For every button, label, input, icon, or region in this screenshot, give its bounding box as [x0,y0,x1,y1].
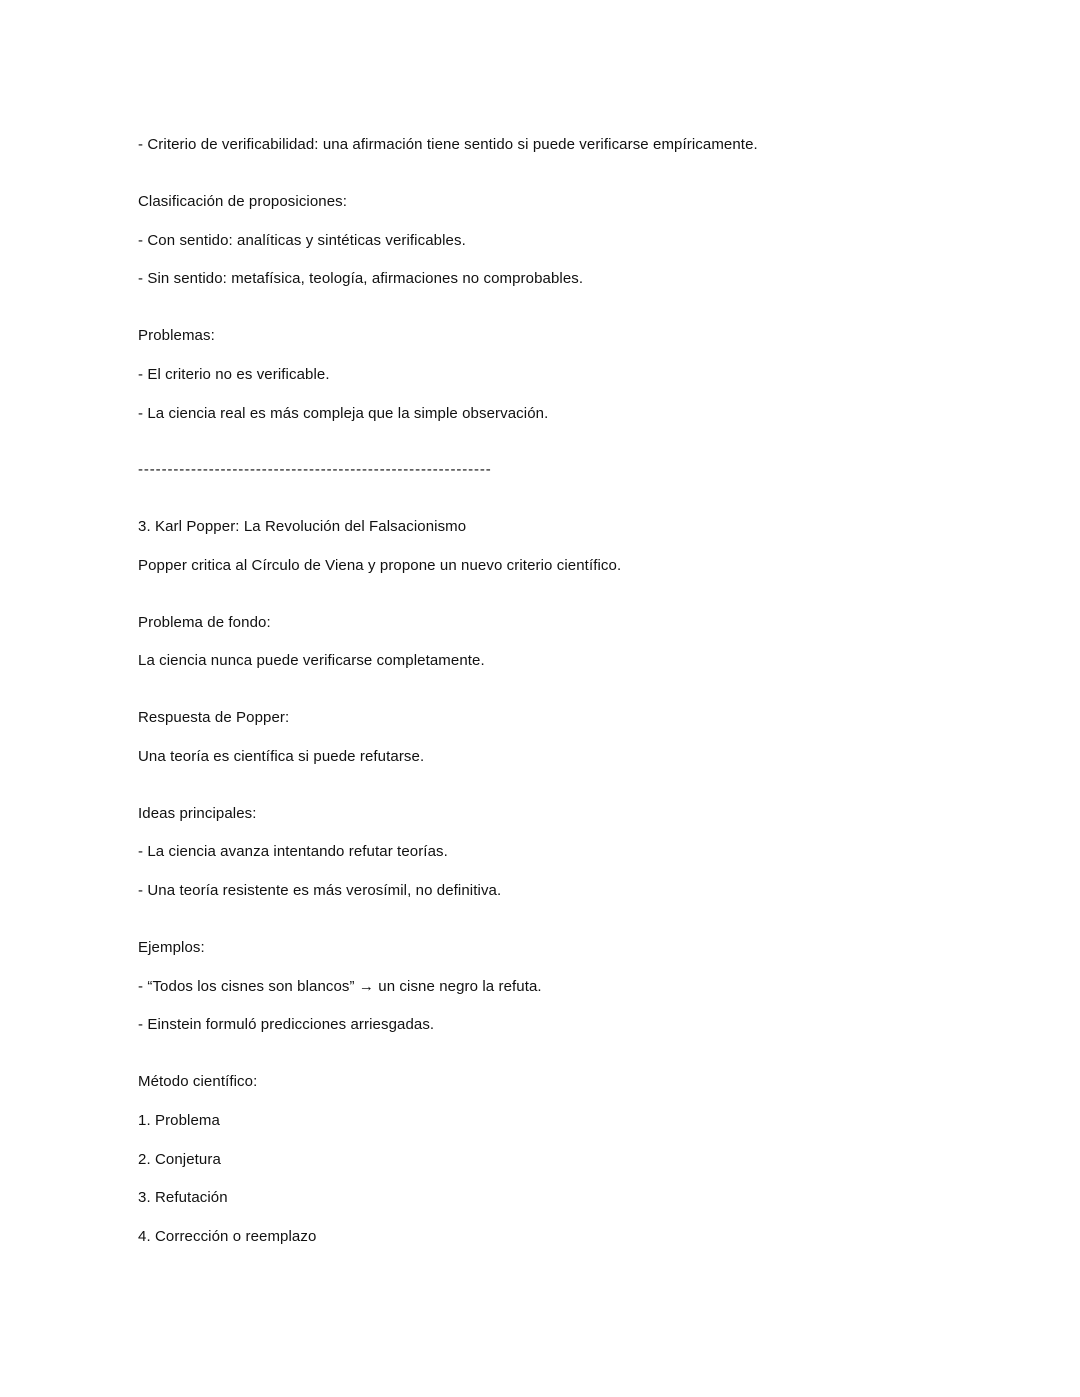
doc-line-einstein-predicciones: - Einstein formuló predicciones arriesgadas. [138,1016,435,1034]
doc-line-metodo-paso-4-correccion: 4. Corrección o reemplazo [138,1228,317,1245]
doc-line-con-sentido: - Con sentido: analíticas y sintéticas verificables. [138,231,466,249]
paragraph-group [138,1063,992,1257]
paragraph-group [138,126,992,165]
paragraph-group [138,317,992,433]
doc-line-metodo-paso-3-refutacion: 3. Refutación [138,1189,228,1207]
doc-line-teoria-cientifica-refutarse: Una teoría es científica si puede refutarse. [138,747,425,765]
paragraph-group [138,451,992,490]
doc-line-ciencia-avanza-refutar: - La ciencia avanza intentando refutar teorías. [138,843,448,861]
paragraph-group [138,604,992,682]
section-label-ejemplos: Ejemplos: [138,938,205,956]
paragraph-group [138,699,992,777]
doc-line-sin-sentido: - Sin sentido: metafísica, teología, afirmaciones no comprobables. [138,270,584,288]
section-label-respuesta-popper: Respuesta de Popper: [138,709,290,726]
paragraph-group [138,508,992,586]
doc-line-ciencia-nunca-verificarse: La ciencia nunca puede verificarse completamente. [138,652,485,670]
doc-line-cisnes-blancos: - “Todos los cisnes son blancos” → un cisne negro la refuta. [138,977,542,995]
doc-line-teoria-resistente-verosimil: - Una teoría resistente es más verosímil, no definitiva. [138,882,502,899]
section-label-problemas: Problemas: [138,327,215,344]
section-label-ideas-principales: Ideas principales: [138,804,257,822]
section-label-problema-de-fondo: Problema de fondo: [138,613,271,631]
section-label-metodo-cientifico: Método científico: [138,1073,258,1090]
paragraph-group [138,183,992,299]
doc-line-ciencia-real-compleja: - La ciencia real es más compleja que la simple observación. [138,404,549,422]
section-heading-karl-popper: 3. Karl Popper: La Revolución del Falsacionismo [138,518,467,535]
doc-line-criterio-no-verificable: - El criterio no es verificable. [138,365,330,383]
doc-line-criterio-verificabilidad: - Criterio de verificabilidad: una afirmación tiene sentido si puede verificarse empíricamente. [138,136,758,153]
doc-line-metodo-paso-2-conjetura: 2. Conjetura [138,1150,221,1168]
paragraph-group [138,929,992,1045]
section-label-clasificacion: Clasificación de proposiciones: [138,192,348,210]
separator-line: ------------------------------------------------------------ [138,461,492,479]
paragraph-group [138,795,992,911]
doc-line-popper-critica: Popper critica al Círculo de Viena y propone un nuevo criterio científico. [138,556,622,574]
doc-line-metodo-paso-1-problema: 1. Problema [138,1111,220,1129]
